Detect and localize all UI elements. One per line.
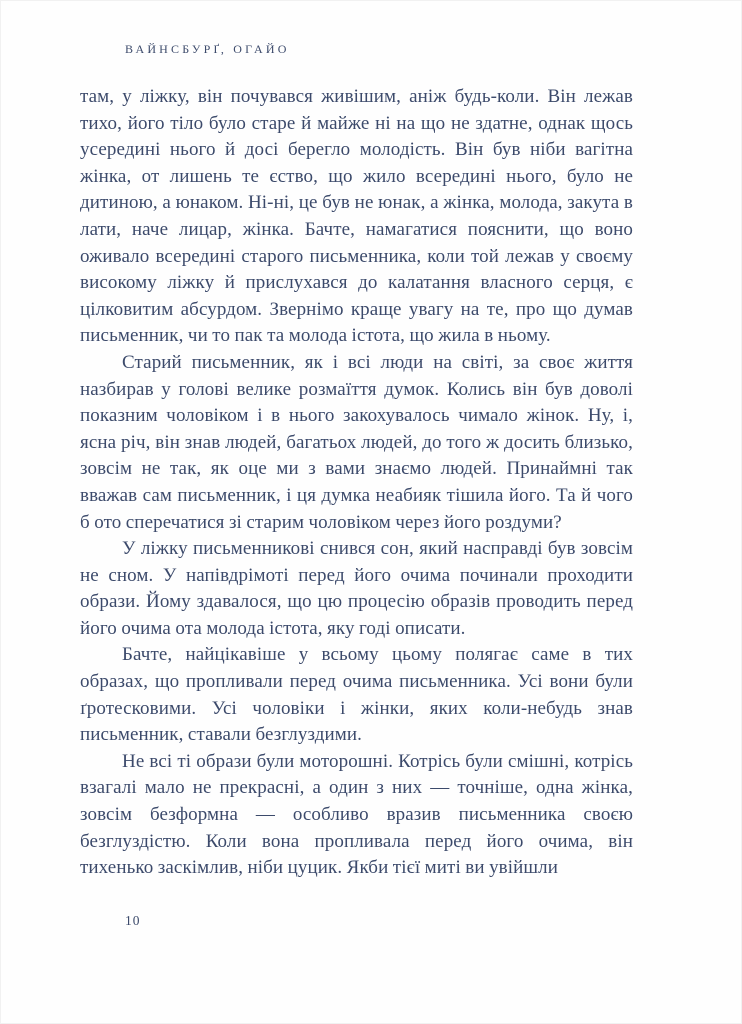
body-paragraph: У ліжку письменникові снився сон, який насправді був зовсім не сном. У напівдрімоті перед його очима починали проходити образи. Йому здавалося, що цю процесію образів проводить перед його очима ота молода істота, яку годі описати.: [80, 538, 633, 639]
body-paragraph: Старий письменник, як і всі люди на світі, за своє життя назбирав у голові велике розмаїття думок. Колись він був доволі показним чоловіком і в нього закохувалось чимало жінок. Ну, і, ясна річ, він знав людей, багатьох людей, до того ж досить близько, зовсім не так, як оце ми з вами знаємо людей. Принаймні так вважав сам письменник, і ця думка неабияк тішила його. Та й чого б ото сперечатися зі старим чоловіком через його роздуми?: [80, 351, 633, 533]
body-paragraph: Не всі ті образи були моторошні. Котрісь були смішні, котрісь взагалі мало не прекрасні, а один з них — точніше, одна жінка, зовсім безформна — особливо вразив письменника своєю безглуздістю. Коли вона пропливала перед його очима, він тихенько заскімлив, ніби цуцик. Якби тієї миті ви увійшли: [80, 750, 633, 879]
page-body: [80, 84, 633, 882]
body-paragraph: Бачте, найцікавіше у всьому цьому полягає саме в тих образах, що пропливали перед очима письменника. Усі вони були ґротесковими. Усі чоловіки і жінки, яких коли-небудь знав письменник, ставали безглуздими.: [80, 644, 633, 746]
page-number: 10: [125, 913, 141, 928]
running-header: ВАЙНСБУРҐ, ОГАЙО: [125, 42, 290, 56]
body-paragraph: там, у ліжку, він почувався живішим, аніж будь-коли. Він лежав тихо, його тіло було старе й майже ні на що не здатне, однак щось усередині нього й досі берегло молодість. Він був ніби вагітна жінка, от лишень те єство, що жило всередині нього, було не дитиною, а юнаком. Ні-ні, це був не юнак, а жінка, молода, закута в лати, наче лицар, жінка. Бачте, намагатися пояснити, що воно оживало всередині старого письменника, коли той лежав у своєму високому ліжку й прислухався до калатання власного серця, є цілковитим абсурдом. Звернімо краще увагу на те, про що думав письменник, чи то пак та молода істота, що жила в ньому.: [80, 86, 633, 347]
